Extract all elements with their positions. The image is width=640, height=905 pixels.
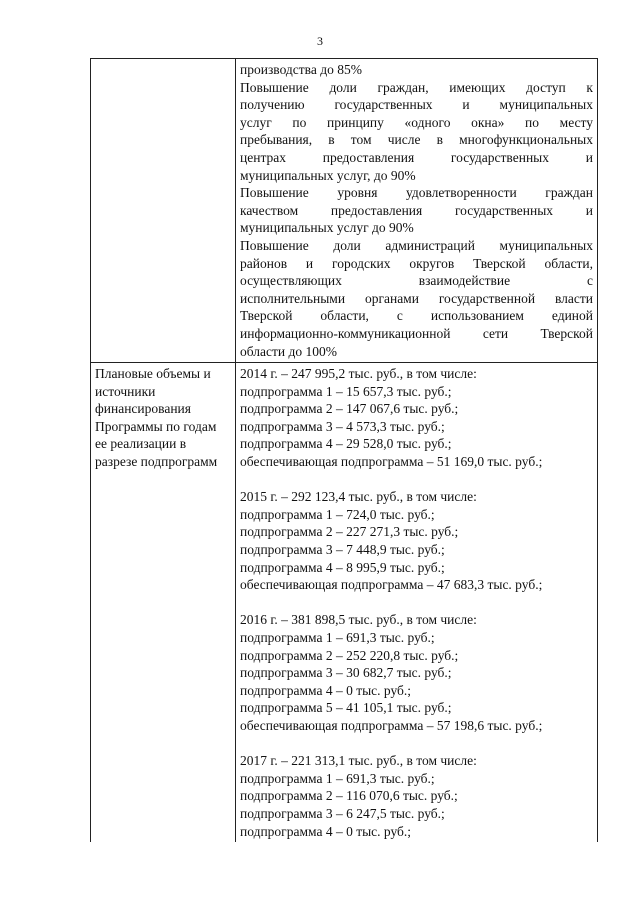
text-line: подпрограмма 2 – 227 271,3 тыс. руб.; — [240, 524, 459, 540]
text-line: производства до 85% — [240, 62, 362, 77]
table-row-indicators — [91, 59, 598, 363]
text-line: подпрограмма 2 – 147 067,6 тыс. руб.; — [240, 401, 459, 417]
financing-label-cell — [91, 363, 236, 843]
label-line: источники — [95, 383, 156, 399]
text-line: 2015 г. – 292 123,4 тыс. руб., в том числе: — [240, 489, 477, 505]
text-line: области до 100% — [240, 343, 337, 359]
text-line: районов и городских округов Тверской области, — [240, 255, 593, 271]
text-line: подпрограмма 2 – 252 220,8 тыс. руб.; — [240, 647, 459, 663]
text-line: подпрограмма 1 – 15 657,3 тыс. руб.; — [240, 383, 452, 399]
label-line: ее реализации в — [95, 436, 187, 452]
text-line: 2017 г. – 221 313,1 тыс. руб., в том числе: — [240, 753, 477, 769]
text-line: информационно-коммуникационной сети Тверской — [240, 325, 593, 341]
text-line: Тверской области, с использованием единой — [240, 308, 593, 324]
financing-block-2016 — [240, 611, 593, 734]
text-line: обеспечивающая подпрограмма – 51 169,0 тыс. руб.; — [240, 454, 543, 470]
text-line: подпрограмма 4 – 0 тыс. руб.; — [240, 682, 412, 698]
text-line: осуществляющих взаимодействие с — [240, 273, 593, 289]
text-line: 2014 г. – 247 995,2 тыс. руб., в том числе: — [240, 366, 477, 382]
indicators-text — [240, 61, 593, 360]
text-line: подпрограмма 3 – 4 573,3 тыс. руб.; — [240, 418, 445, 434]
text-line: муниципальных услуг до 90% — [240, 220, 414, 236]
label-line: разрезе подпрограмм — [95, 454, 218, 470]
row1-label-cell — [91, 59, 236, 363]
text-line: подпрограмма 4 – 8 995,9 тыс. руб.; — [240, 559, 445, 575]
text-line: подпрограмма 4 – 0 тыс. руб.; — [240, 823, 412, 839]
text-line: подпрограмма 3 – 7 448,9 тыс. руб.; — [240, 542, 445, 558]
text-line: пребывания, в том числе в многофункциональных — [240, 132, 593, 148]
text-line: Повышение доли граждан, имеющих доступ к — [240, 79, 593, 95]
row1-content-cell — [236, 59, 598, 363]
table-row-financing — [91, 363, 598, 843]
text-line: центрах предоставления государственных и — [240, 149, 593, 165]
text-line: получению государственных и муниципальных — [240, 97, 593, 113]
text-line: подпрограмма 4 – 29 528,0 тыс. руб.; — [240, 436, 452, 452]
label-line: Плановые объемы и — [95, 366, 211, 382]
text-line: 2016 г. – 381 898,5 тыс. руб., в том числе: — [240, 612, 477, 628]
text-line: подпрограмма 3 – 30 682,7 тыс. руб.; — [240, 665, 452, 681]
text-line: Повышение доли администраций муниципальных — [240, 237, 593, 253]
text-line: обеспечивающая подпрограмма – 47 683,3 тыс. руб.; — [240, 577, 543, 593]
financing-block-2015 — [240, 488, 593, 594]
financing-block-2017 — [240, 752, 593, 840]
text-line: муниципальных услуг, до 90% — [240, 167, 416, 183]
text-line: качеством предоставления государственных и — [240, 202, 593, 218]
text-line: подпрограмма 3 – 6 247,5 тыс. руб.; — [240, 805, 445, 821]
text-line: подпрограмма 1 – 691,3 тыс. руб.; — [240, 770, 435, 786]
label-line: финансирования — [95, 401, 191, 417]
page-number: 3 — [317, 34, 323, 48]
text-line: подпрограмма 2 – 116 070,6 тыс. руб.; — [240, 788, 458, 804]
text-line: услуг по принципу «одного окна» по месту — [240, 114, 593, 130]
financing-content-cell — [236, 363, 598, 843]
passport-table — [90, 58, 598, 842]
text-line: подпрограмма 1 – 691,3 тыс. руб.; — [240, 630, 435, 645]
text-line: подпрограмма 1 – 724,0 тыс. руб.; — [240, 506, 435, 522]
text-line: Повышение уровня удовлетворенности граждан — [240, 185, 593, 201]
financing-block-2014 — [240, 365, 593, 471]
text-line: подпрограмма 5 – 41 105,1 тыс. руб.; — [240, 700, 452, 716]
label-line: Программы по годам — [95, 418, 217, 434]
text-line: обеспечивающая подпрограмма – 57 198,6 тыс. руб.; — [240, 717, 543, 733]
text-line: исполнительными органами государственной власти — [240, 290, 593, 306]
